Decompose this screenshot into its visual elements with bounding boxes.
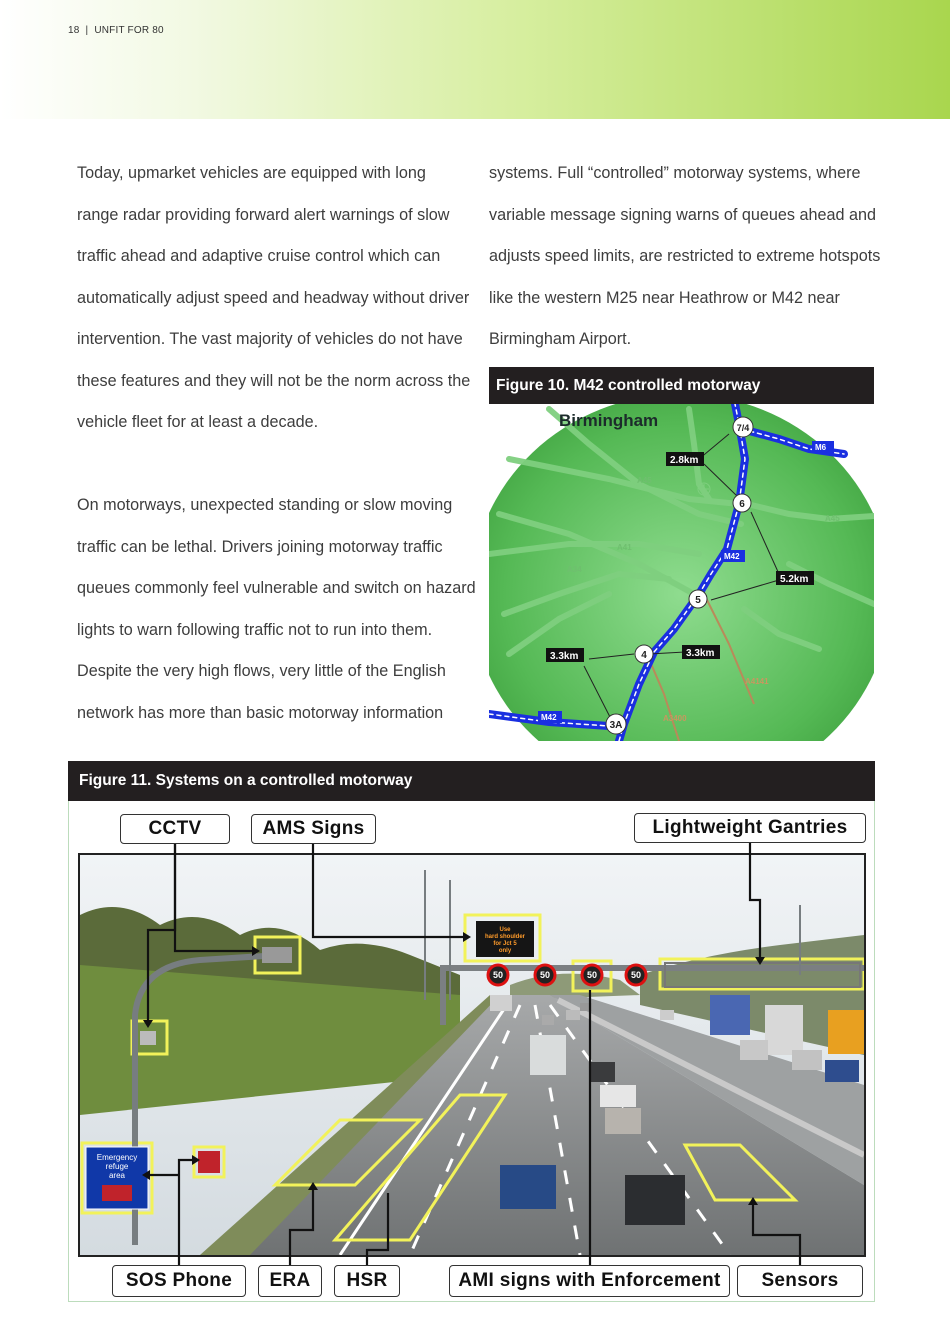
road-label-a41: A41	[617, 543, 632, 552]
road-label-m6: M6	[815, 443, 827, 452]
body-line: range radar providing forward alert warnings of slow	[77, 205, 450, 224]
body-line: like the western M25 near Heathrow or M42 near	[489, 288, 840, 307]
distance-label: 5.2km	[780, 574, 809, 585]
body-line: traffic can be lethal. Drivers joining motorway traffic	[77, 537, 443, 556]
junction-3a: 3A	[609, 720, 623, 731]
label-era: ERA	[258, 1265, 322, 1297]
road-label-a34: A34	[567, 565, 582, 574]
label-sos-phone: SOS Phone	[112, 1265, 246, 1297]
motorway-photo	[78, 853, 866, 1257]
body-line: On motorways, unexpected standing or slow moving	[77, 496, 453, 514]
body-text-left	[77, 153, 476, 734]
road-label-a4141: A4141	[745, 677, 769, 686]
body-line: network has more than basic motorway information	[77, 703, 444, 722]
body-line: traffic ahead and adaptive cruise control which can	[77, 247, 441, 265]
document-title: UNFIT FOR 80	[94, 25, 164, 36]
label-cctv: CCTV	[120, 814, 230, 844]
refuge-sign-line: area	[108, 1171, 126, 1180]
figure10-caption: Figure 10. M42 controlled motorway	[489, 367, 874, 404]
vms-line: Use	[499, 927, 511, 933]
label-ami-signs-with-enforcement: AMI signs with Enforcement	[449, 1265, 730, 1297]
vms-line: for Jct 5	[493, 941, 517, 947]
body-line: Today, upmarket vehicles are equipped with long	[77, 164, 426, 182]
road-label-m42-lower: M42	[541, 713, 557, 722]
emergency-refuge-sign	[86, 1147, 148, 1209]
junction-7-4: 7/4	[736, 423, 750, 433]
body-line-blank	[77, 444, 472, 486]
vms-line: only	[498, 948, 512, 954]
label-ams-signs: AMS Signs	[251, 814, 376, 844]
body-line: queues commonly feel vulnerable and switch on hazard	[77, 579, 476, 597]
running-head	[68, 25, 164, 36]
m42-map	[489, 404, 874, 741]
sos-phone-box	[198, 1151, 220, 1173]
distance-label: 2.8km	[670, 455, 699, 466]
speed-limit-sign: 50	[630, 970, 642, 980]
page-number: 18	[68, 25, 80, 36]
road-label-a45-right: A45	[825, 514, 840, 523]
road-label-a3400: A3400	[663, 714, 687, 723]
road-label-m42-upper: M42	[724, 552, 740, 561]
body-line: automatically adjust speed and headway without driver	[77, 288, 470, 307]
distance-label: 3.3km	[686, 648, 715, 659]
map-city-label: Birmingham	[559, 411, 659, 430]
body-line: Birmingham Airport.	[489, 330, 632, 348]
refuge-sign-line: refuge	[105, 1162, 129, 1171]
road-label-a45-left: A45	[637, 476, 652, 485]
body-line: intervention. The vast majority of vehicles do not have	[77, 330, 463, 348]
vms-line: hard shoulder	[484, 934, 526, 940]
speed-limit-sign: 50	[492, 970, 504, 980]
label-hsr: HSR	[334, 1265, 400, 1297]
body-line: vehicle fleet for at least a decade.	[77, 413, 319, 431]
body-line: systems. Full “controlled” motorway systems, where	[489, 164, 861, 182]
vms-sign	[476, 921, 534, 957]
figure11-caption: Figure 11. Systems on a controlled motorway	[68, 761, 875, 801]
label-lightweight-gantries: Lightweight Gantries	[634, 813, 866, 843]
label-sensors: Sensors	[737, 1265, 863, 1297]
speed-limit-sign: 50	[586, 970, 598, 980]
airport-icon	[698, 483, 710, 495]
header-band	[0, 0, 950, 119]
refuge-sign-line: Emergency	[96, 1153, 138, 1162]
body-line: variable message signing warns of queues ahead and	[489, 205, 876, 224]
separator: |	[85, 25, 89, 36]
junction-6: 6	[739, 499, 745, 510]
distance-label: 3.3km	[550, 651, 579, 662]
junction-5: 5	[695, 595, 701, 606]
map-svg	[489, 404, 874, 741]
junction-4: 4	[641, 650, 647, 661]
body-line: adjusts speed limits, are restricted to extreme hotspots	[489, 247, 881, 265]
body-text-right	[489, 153, 881, 361]
speed-limit-sign: 50	[539, 970, 551, 980]
body-line: lights to warn following traffic not to run into them.	[77, 620, 433, 639]
photo-svg	[80, 855, 864, 1255]
body-line: these features and they will not be the norm across the	[77, 371, 471, 390]
body-line: Despite the very high flows, very little of the English	[77, 662, 446, 680]
